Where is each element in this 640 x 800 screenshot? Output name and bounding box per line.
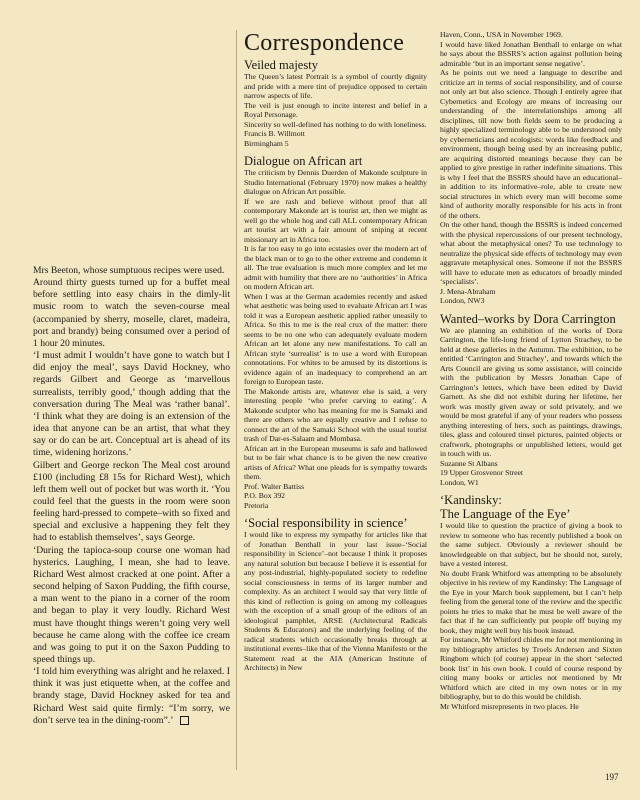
paragraph-text: ‘I told him everything was alright and he relaxed. I think it was just etiquette when, at the coffee and brandy stage, David Hockney asked for tea and Richard West said quite firmly: “I’m sorry, we don’t serve tea in the dining-room”.’ [33, 666, 230, 726]
paragraph: African art in the European museums is safe and hallowed but to be fair what chance is to be given the new creative artists of Africa? What one pleads for is sympathy towards them. [244, 443, 427, 481]
paragraph: ‘During the tapioca-soup course one woman had hysterics. Laughing, I mean, she had to leave. Richard West almost cracked at one point. After a second helping of Saxon Pudding, the fifth course, a man went to the piano in a corner of the room and began to play it very loudly. Richard West must have thought things weren’t going very well because he came along with the coffee ice cream and was going to put it on the Saxon Pudding to speed things up. [33, 544, 230, 665]
signature-address: P.O. Box 392 [244, 491, 286, 500]
paragraph: The criticism by Dennis Duerden of Makonde sculpture in Studio International (February 1970) now makes a healthy dialogue on African Art possible. [244, 168, 427, 196]
paragraph: Around thirty guests turned up for a buffet meal before settling into easy chairs in the dimly-lit music room to watch the seven-course meal (accompanied by sherry, moselle, claret, madeira, port and brandy) being consumed over a period of 1 hour 20 minutes. [33, 277, 230, 349]
paragraph: I would like to express my sympathy for articles like that of Jonathan Benthall in your last issue–‘Social responsibility in Science’–not because I think it proposes any natural solution but because I believe it is essential for any post-industrial, highly-populated society to redefine social consciousness in terms of its larger number and complexity. As an architect I would say that very little of this kind of reflection is going on among my colleagues with the exception of a small group of the editors of an ideological pamphlet, ARSE (Architectural Radicals Students & Educators) and the underlying feeling of the radical students which occasionally breaks through at institutional events–like that of the Vienna Manifesto or the Statement read at the AIA (American Institute of Architects) in New [244, 530, 427, 672]
paragraph: Sincerity so well-defined has nothing to do with loneliness. [244, 119, 427, 129]
paragraph: It is far too easy to go into ecstasies over the modern art of the black man or to go to the other extreme and condemn it all. The true evaluation is much more complex and let me admit with humility that there are no ‘authorities’ in Africa on modern African art. [244, 244, 427, 291]
signature-place: Birmingham 5 [244, 138, 289, 148]
section-masthead: Correspondence [244, 30, 405, 56]
paragraph: Haven, Conn., USA in November 1969. [440, 30, 563, 39]
signature-name: Francis B. Willmott [244, 129, 305, 138]
letters-column-right [440, 30, 622, 711]
paragraph: When I was at the German academies recently and asked what aesthetic was being used to evaluate African art I was told it was a European aesthetic applied rather uneasily to Africa. So this to me is the real crux of the matter: there seems to be no one who can adequately evaluate modern African art let alone any new manifestations. To call an African style ‘surrealist’ is to use a word with European connotations. For whites to be amused by its distortions is evidence again of an inadequacy to comprehend an art foreign to European taste. [244, 291, 427, 386]
signature-address: 19 Upper Grosvenor Street [440, 468, 524, 477]
signature-name: J. Mena-Abraham [440, 286, 496, 296]
paragraph: As he points out we need a language to describe and criticize art in terms of social responsibility, and of course not only art but also science. Though I entirely agree that Cybernetics and Ecology are means of increasing our understanding of the interrelationships among all disciplines, till now both fields seem to be producing a highly specialized terminology able to be understood only by cyberneticians and ecologists: words like feedback and environment, though being used by an increasing public, are acquiring distorted meanings because they can be applied to give prestige in rather indefinite situations. This is why I feel that the BSSRS should have an educational–in addition to its informative–role, able to create new social structures in which every man will become some kind of authority morally responsible for his acts in front of the others. [440, 68, 622, 220]
paragraph: The Queen’s latest Portrait is a symbol of courtly dignity and pride with a mere tint of prejudice opposed to certain narrow aspects of life. [244, 72, 427, 100]
paragraph: On the other hand, though the BSSRS is indeed concerned with the physical repercussions of our present technology, what about the metaphysical ones? To use technology to neutralize the physical side effects of technology may even aggravate metaphysical ones. Someone if not the BSSRS will have to educate men as educators of broadly minded ‘specialists’. [440, 220, 622, 286]
article-column [33, 265, 230, 727]
letter-heading-line2: The Language of the Eye’ [440, 507, 571, 521]
letter-heading: Veiled majesty [244, 58, 318, 72]
letter-heading: ‘Social responsibility in science’ [244, 516, 408, 530]
signature-name: Prof. Walter Battiss [244, 481, 305, 491]
end-mark-icon [180, 716, 189, 725]
letter-heading: Dialogue on African art [244, 154, 363, 168]
page-number: 197 [605, 772, 619, 782]
signature-name: Suzanne St Albans [440, 458, 498, 468]
paragraph: Mr Whitford misrepresents in two places. He [440, 701, 579, 711]
paragraph: The veil is just enough to incite interest and belief in a Royal Personage. [244, 100, 427, 119]
paragraph: I would have liked Jonathan Benthall to enlarge on what he says about the BSSRS’s action against pollution being admirable ‘but in an important sense negative’. [440, 39, 622, 68]
signature-place: Pretoria [244, 500, 269, 510]
paragraph: Mrs Beeton, whose sumptuous recipes were used. [33, 265, 225, 276]
paragraph-final [33, 666, 230, 727]
paragraph: I would like to question the practice of giving a book to review to someone who has recently published a book on the same subject. Obviously a reviewer should be knowledgeable on that subject, but he should not, surely, have a vested interest. [440, 521, 622, 568]
paragraph: For instance, Mr Whitford chides me for not mentioning in my bibliography articles by Troels Andersen and Sixten Ringbom which (of course) appear in the short ‘selected book list’ in his own book. I could of course respond by citing many books or articles not mentioned by Mr Whitford which are cited in my own notes or in my bibliography, but to do this would be childish. [440, 635, 622, 701]
letters-column-left [244, 30, 427, 673]
signature-place: London, NW3 [440, 296, 485, 305]
letter-heading: ‘Kandinsky: [440, 493, 502, 507]
column-rule [236, 30, 237, 770]
paragraph: ‘I must admit I wouldn’t have gone to watch but I did enjoy the meal’, says David Hockney, who regards Gilbert and George as ‘marvellous surrealists, terribly good,’ though adding that the conversation during The Meal was ‘rather banal’. ‘I think what they are doing is an extension of the idea that anyone can be an artist, that what they say or do can be art. Conceptual art is ahead of its time, widening horizons.’ [33, 350, 230, 459]
paragraph: Gilbert and George reckon The Meal cost around £100 (including £8 15s for Richard West), which left them well out of pocket but was worth it. ‘You could feel that the guests in the room were soon feeling hard-pressed to compete–with so fixed and special and exclusive a happening they felt they had to establish themselves’, says George. [33, 459, 230, 544]
paragraph: If we are rash and believe without proof that all contemporary Makonde art is tourist art, then we might as well go the whole hog and call ALL contemporary African art tourist art with a fair amount of sniping at recent missionary art in Africa too. [244, 196, 427, 244]
letter-heading: Wanted–works by Dora Carrington [440, 311, 616, 326]
paragraph: The Makonde artists are, whatever else is said, a very interesting people ‘who prefer carving to eating’. A Makonde sculptor who has meaning for me is Samaki and there are others who are equally creative and I refuse to connect the art of the Samaki School with the usual tourist trash of Dar-es-Salaam and Mombasa. [244, 386, 427, 443]
paragraph: No doubt Frank Whitford was attempting to be absolutely objective in his review of my Kandinsky: The Language of the Eye in your March book supplement, but I can’t help feeling from the general tone of the review and the specific points he tries to make that he must be well aware of the fact that if he can sufficiently put people off buying my book, they might well buy his book instead. [440, 568, 622, 635]
paragraph: We are planning an exhibition of the works of Dora Carrington, the life-long friend of Lytton Strachey, to be held at these galleries in the Autumn. The exhibition, to be entitled ‘Carrington and Strachey’, and towards which the Arts Council are giving us some assistance, will coincide with the publication by Messrs Jonathan Cape of Carrington’s letters, which have been edited by David Garnett. As she did not exhibit during her lifetime, her work was mostly given away or sold privately, and we would be most grateful if any of your readers who possess anything interesting of hers, such as paintings, drawings, tiles, glass and coloured tinsel pictures, painted objects or craftwork, photographs or unpublished letters, would get in touch with us. [440, 325, 622, 458]
signature-place: London, W1 [440, 477, 479, 487]
